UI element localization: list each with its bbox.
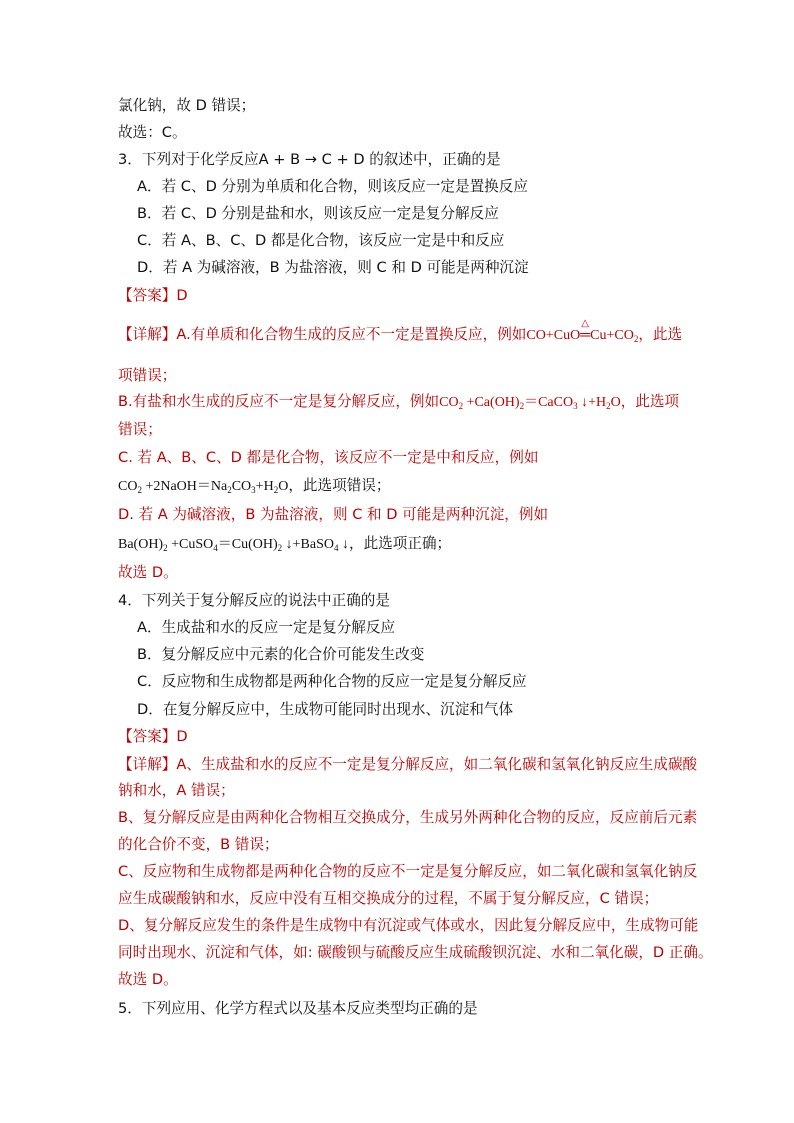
option-3d: D．若 A 为碱溶液，B 为盐溶液，则 C 和 D 可能是两种沉淀 [137, 259, 529, 276]
answer-4: 【答案】D [118, 728, 188, 745]
text-line: B、复分解反应是由两种化合物相互交换成分，生成另外两种化合物的反应，反应前后元素 [118, 809, 698, 826]
option-3c: C．若 A、B、C、D 都是化合物，该反应一定是中和反应 [137, 232, 505, 249]
text-line: 钠和水，A 错误； [118, 782, 235, 799]
explanation-3-c: C. 若 A、B、C、D 都是化合物，该反应不一定是中和反应，例如 [118, 449, 539, 466]
option-3a: A．若 C、D 分别为单质和化合物，则该反应一定是置换反应 [137, 178, 528, 195]
explanation-3-a: 【详解】A.有单质和化合物生成的反应不一定是置换反应，例如CO+CuO △ $═Cu+CO_2$，此选 [118, 318, 683, 344]
text-line: 应生成碳酸钠和水，反应中没有互相交换成分的过程，不属于复分解反应，C 错误； [118, 890, 659, 907]
text-line: D、复分解反应发生的条件是生成物中有沉淀或气体或水，因此复分解反应中，生成物可能 [118, 917, 699, 934]
answer-3: 【答案】D [118, 287, 188, 304]
text-line: 项错误； [118, 367, 177, 384]
text-line: 氯化钠，故 D 错误； [118, 97, 256, 114]
text-line: 【详解】A、生成盐和水的反应不一定是复分解反应，如二氧化碳和氢氧化钠反应生成碳酸 [118, 756, 698, 773]
text-line: 故选 D。 [118, 971, 178, 988]
option-3b: B．若 C、D 分别是盐和水，则该反应一定是复分解反应 [137, 205, 499, 222]
option-4a: A．生成盐和水的反应一定是复分解反应 [137, 619, 396, 636]
question-3: 3．下列对于化学反应A + B → C + D 的叙述中，正确的是 [118, 151, 501, 168]
text-line: 故选：C。 [118, 124, 187, 141]
text-line: C、反应物和生成物都是两种化合物的反应不一定是复分解反应，如二氧化碳和氢氧化钠反 [118, 863, 698, 880]
option-4d: D．在复分解反应中，生成物可能同时出现水、沉淀和气体 [137, 701, 514, 718]
equation-line: $CO_2$ $+2NaOH=Na_2CO_3+H_2O$，此选项错误； [118, 477, 391, 495]
question-5: 5．下列应用、化学方程式以及基本反应类型均正确的是 [118, 1000, 478, 1017]
option-4c: C．反应物和生成物都是两种化合物的反应一定是复分解反应 [137, 673, 527, 690]
text-line: 同时出现水、沉淀和气体，如: 碳酸钡与硫酸反应生成硫酸钡沉淀、水和二氧化碳，D 正确。 [118, 944, 713, 961]
text-line: 的化合价不变，B 错误； [118, 836, 279, 853]
explanation-3-b: B.有盐和水生成的反应不一定是复分解反应，例如$CO_2$ $+Ca(OH)_2=CaCO_3$ $↓+H_2O$，此选项 [118, 393, 680, 411]
text-line: 错误； [118, 421, 162, 438]
equation-line: $Ba(OH)_2$ $+CuSO_4=Cu(OH)_2$ ↓+BaSO$_4$ ↓，此选项正确； [118, 535, 452, 553]
explanation-3-d: D. 若 A 为碱溶液，B 为盐溶液，则 C 和 D 可能是两种沉淀，例如 [118, 506, 549, 523]
text-line: 故选 D。 [118, 564, 178, 581]
question-4: 4．下列关于复分解反应的说法中正确的是 [118, 592, 390, 609]
option-4b: B．复分解反应中元素的化合价可能发生改变 [137, 646, 425, 663]
